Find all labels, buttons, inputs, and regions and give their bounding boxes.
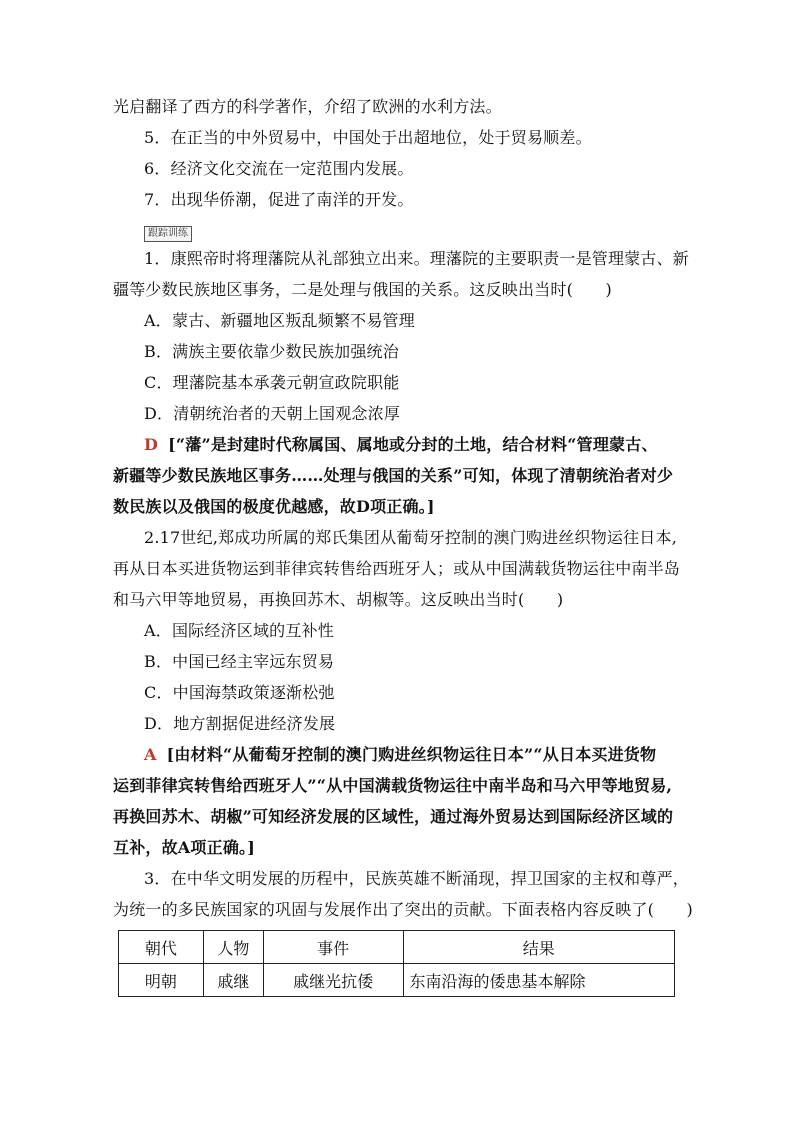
- q2-option-a: A．国际经济区域的互补性: [144, 621, 334, 640]
- q2-explanation-line-2: 运到菲律宾转售给西班牙人”“从中国满载货物运往中南半岛和马六甲等地贸易,: [113, 776, 673, 795]
- table-header-cell: 结果: [403, 931, 674, 964]
- q3-table: [118, 930, 675, 997]
- q2-stem-line-1: 2.17世纪,郑成功所属的郑氏集团从葡萄牙控制的澳门购进丝织物运往日本,: [144, 528, 677, 547]
- q2-answer-letter: A: [144, 745, 157, 764]
- q1-option-d: D．清朝统治者的天朝上国观念浓厚: [144, 404, 401, 423]
- q1-stem-line-1: 1．康熙帝时将理藩院从礼部独立出来。理藩院的主要职责一是管理蒙古、新: [144, 249, 689, 268]
- intro-line-1: 光启翻译了西方的科学著作，介绍了欧洲的水利方法。: [113, 97, 502, 116]
- table-cell: 戚继: [203, 964, 263, 997]
- table-cell: 明朝: [119, 964, 204, 997]
- q3-stem-line-2: 为统一的多民族国家的巩固与发展作出了突出的贡献。下面表格内容反映了( ): [113, 900, 693, 919]
- table-cell: 东南沿海的倭患基本解除: [403, 964, 674, 997]
- q2-option-d: D．地方割据促进经济发展: [144, 714, 336, 733]
- q1-answer-letter: D: [144, 435, 159, 454]
- q1-explanation-line-3: 数民族以及俄国的极度优越感，故D项正确。]: [113, 497, 435, 516]
- q3-stem-line-1: 3．在中华文明发展的历程中，民族英雄不断涌现，捍卫国家的主权和尊严，: [144, 869, 689, 888]
- q2-explanation-line-3: 再换回苏木、胡椒”可知经济发展的区域性，通过海外贸易达到国际经济区域的: [113, 807, 674, 826]
- q1-stem-line-2: 疆等少数民族地区事务，二是处理与俄国的关系。这反映出当时( ): [113, 280, 612, 299]
- q2-explanation-line-1: [由材料“从葡萄牙控制的澳门购进丝织物运往日本”“从日本买进货物: [166, 745, 657, 764]
- table-header-cell: 人物: [203, 931, 263, 964]
- table-cell: 戚继光抗倭: [263, 964, 403, 997]
- table-row: [119, 964, 675, 997]
- q1-option-b: B．满族主要依靠少数民族加强统治: [144, 342, 399, 361]
- section-label-tracking-practice: 跟踪训练: [144, 226, 192, 242]
- q2-stem-line-3: 和马六甲等地贸易，再换回苏木、胡椒等。这反映出当时( ): [113, 590, 564, 609]
- intro-point-5: 5．在正当的中外贸易中，中国处于出超地位，处于贸易顺差。: [144, 128, 592, 147]
- q2-stem-line-2: 再从日本买进货物运到菲律宾转售给西班牙人；或从中国满载货物运往中南半岛: [113, 559, 681, 578]
- q1-answer-line-1: [144, 434, 658, 456]
- q2-answer-line-1: [144, 744, 656, 766]
- q1-explanation-line-2: 新疆等少数民族地区事务……处理与俄国的关系”可知，体现了清朝统治者对少: [113, 466, 674, 485]
- intro-point-7: 7．出现华侨潮，促进了南洋的开发。: [144, 190, 414, 209]
- table-header-cell: 朝代: [119, 931, 204, 964]
- q2-explanation-line-4: 互补，故A项正确。]: [113, 838, 255, 857]
- q2-option-b: B．中国已经主宰远东贸易: [144, 652, 335, 671]
- q1-option-c: C．理藩院基本承袭元朝宣政院职能: [144, 373, 400, 392]
- q1-explanation-line-1: [“藩”是封建时代称属国、属地或分封的土地，结合材料“管理蒙古、: [168, 435, 658, 454]
- table-header-cell: 事件: [263, 931, 403, 964]
- q2-option-c: C．中国海禁政策逐渐松弛: [144, 683, 335, 702]
- intro-point-6: 6．经济文化交流在一定范围内发展。: [144, 159, 414, 178]
- q1-option-a: A．蒙古、新疆地区叛乱频繁不易管理: [144, 311, 415, 330]
- table-header-row: [119, 931, 675, 964]
